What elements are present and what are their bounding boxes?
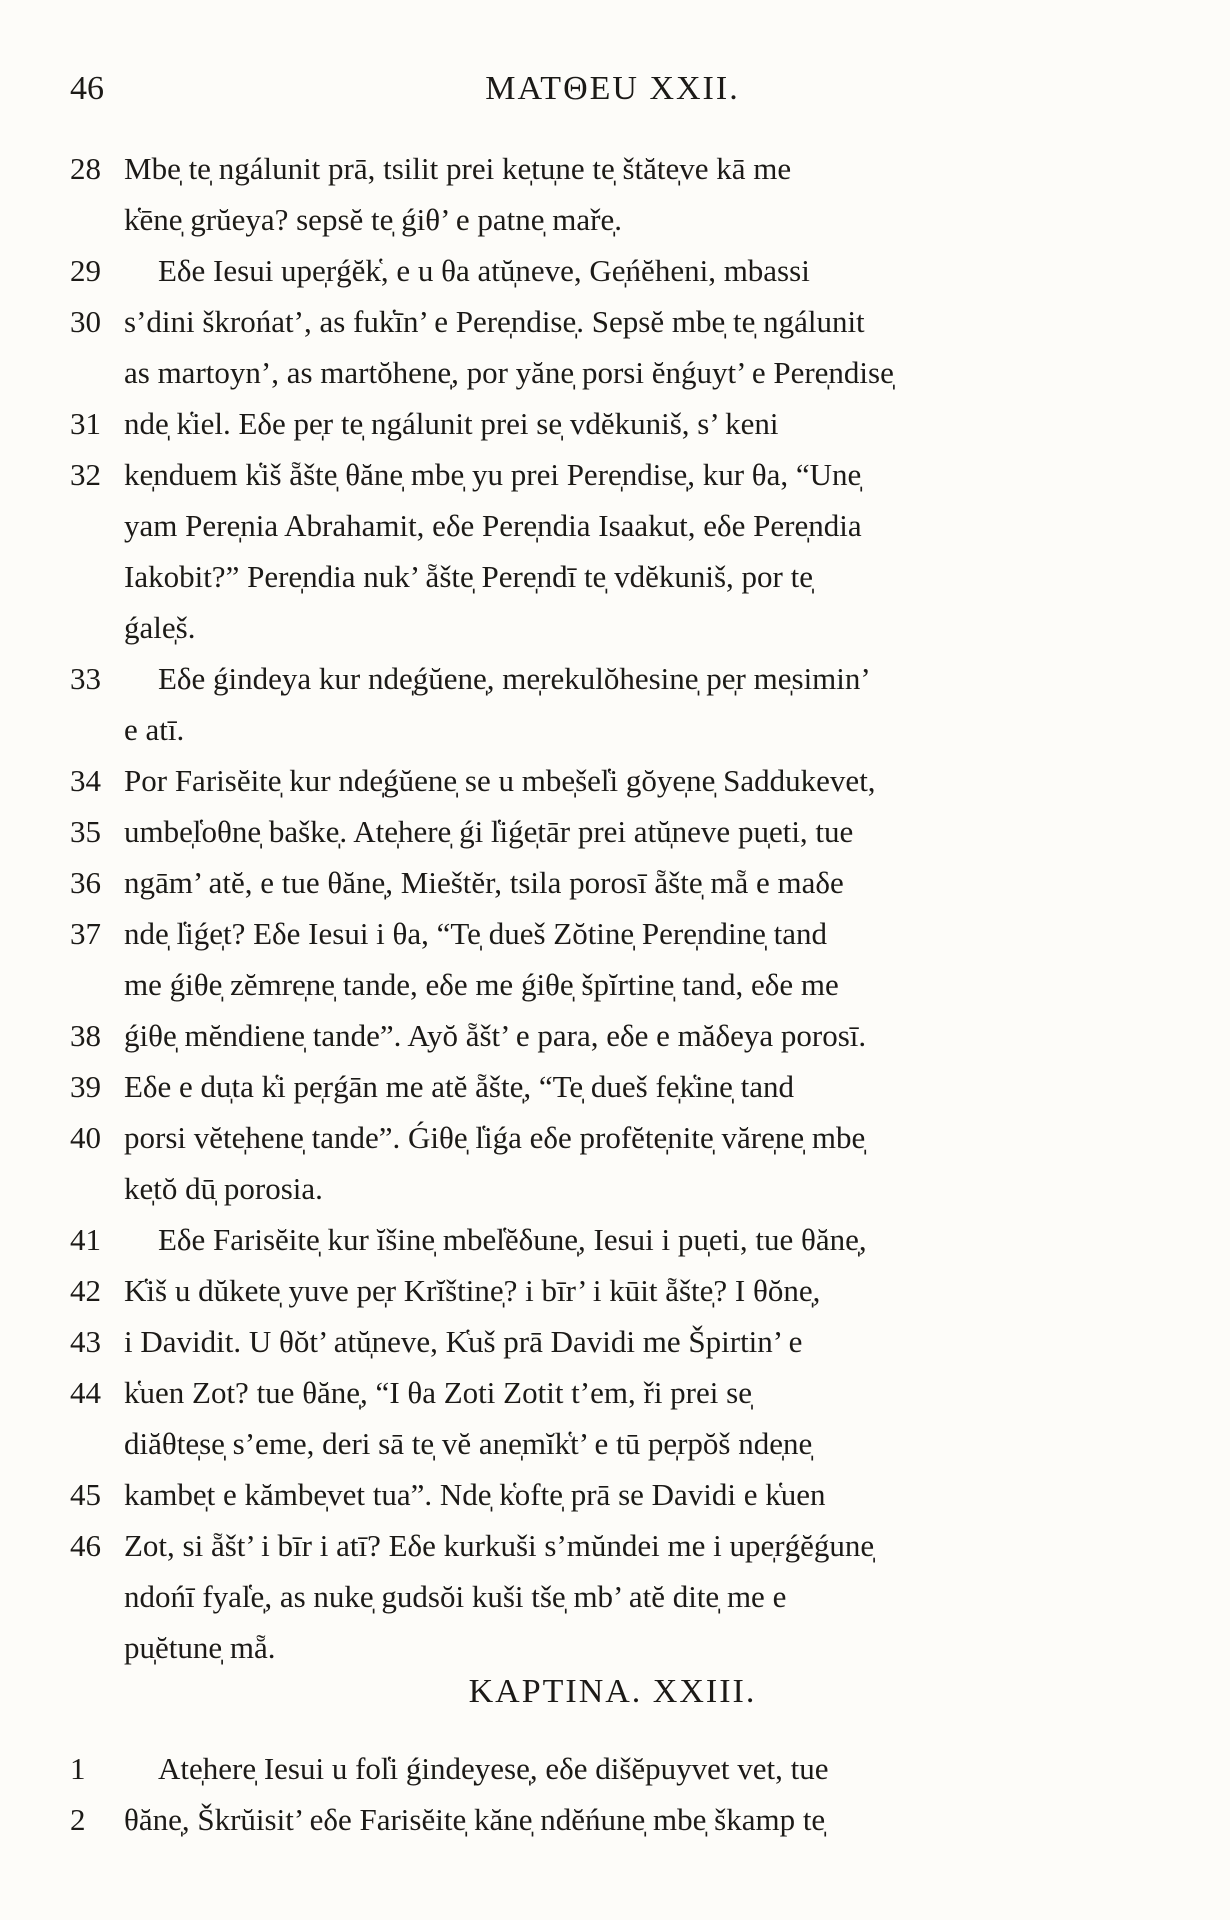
verse-number: 36 bbox=[70, 865, 101, 900]
text-line bbox=[70, 1520, 1155, 1571]
line-text: Ate̩here̩ Iesui u fol̔i ǵinde̩yese̩, eδe dišĕpuyvet vet, tue bbox=[158, 1751, 829, 1786]
verse-number: 38 bbox=[70, 1018, 101, 1053]
text-line bbox=[70, 449, 1155, 500]
line-text: Eδe e du̩ta k̔i pe̩rǵān me atĕ ẵšte̩, “Te̩ dueš fe̩k̔ine̩ tand bbox=[124, 1069, 795, 1104]
line-text: as martoyn’, as martŏhene̩, por yăne̩ porsi ĕnǵuyt’ e Pere̩ndise̩ bbox=[124, 355, 894, 390]
text-line bbox=[70, 1622, 1155, 1673]
line-text: ndońī fyal̔e̩, as nuke̩ gudsŏi kuši tše̩ mb’ atĕ dite̩ me e bbox=[124, 1579, 787, 1614]
verse-number: 1 bbox=[70, 1751, 86, 1786]
text-line bbox=[70, 296, 1155, 347]
verse-number: 30 bbox=[70, 304, 101, 339]
text-line bbox=[70, 551, 1155, 602]
text-line bbox=[70, 806, 1155, 857]
verse-number: 41 bbox=[70, 1222, 101, 1257]
line-text: e atī. bbox=[124, 712, 185, 747]
text-line bbox=[70, 143, 1155, 194]
verse-number: 39 bbox=[70, 1069, 101, 1104]
line-text: yam Pere̩nia Abrahamit, eδe Pere̩ndia Isaakut, eδe Pere̩ndia bbox=[124, 508, 862, 543]
verse-number: 32 bbox=[70, 457, 101, 492]
page-number: 46 bbox=[70, 70, 104, 107]
text-line bbox=[70, 704, 1155, 755]
verse-number: 40 bbox=[70, 1120, 101, 1155]
verse-number: 34 bbox=[70, 763, 101, 798]
verse-number: 43 bbox=[70, 1324, 101, 1359]
text-line bbox=[70, 1794, 1155, 1845]
verse-number: 45 bbox=[70, 1477, 101, 1512]
verse-number: 44 bbox=[70, 1375, 101, 1410]
chapter-xxiii-text bbox=[70, 1743, 1155, 1845]
text-line bbox=[70, 1265, 1155, 1316]
text-line bbox=[70, 1316, 1155, 1367]
verse-number: 35 bbox=[70, 814, 101, 849]
verse-number: 29 bbox=[70, 253, 101, 288]
text-line bbox=[70, 1010, 1155, 1061]
line-text: porsi vĕte̩hene̩ tande”. Ǵiθe̩ l̔iǵa eδe profĕte̩nite̩ văre̩ne̩ mbe̩ bbox=[124, 1120, 866, 1155]
text-line bbox=[70, 500, 1155, 551]
line-text: s’dini škrońat’, as fuk̔īn’ e Pere̩ndise̩. Sepsĕ mbe̩ te̩ ngálunit bbox=[124, 304, 865, 339]
line-text: Zot, si ẵšt’ i bīr i atī? Eδe kurkuši s’mŭndei me i upe̩rǵĕǵune̩ bbox=[124, 1528, 875, 1563]
line-text: ke̩tŏ dū̩ porosia. bbox=[124, 1171, 323, 1206]
line-text: Eδe Iesui upe̩rǵĕk̔, e u θa atŭ̩neve, Ge̩ńĕheni, mbassi bbox=[158, 253, 810, 288]
line-text: k̔uen Zot? tue θăne̩, “I θa Zoti Zotit t’em, ři prei se̩ bbox=[124, 1375, 752, 1410]
text-line bbox=[70, 959, 1155, 1010]
text-line bbox=[70, 347, 1155, 398]
verse-number: 2 bbox=[70, 1802, 86, 1837]
text-line bbox=[70, 1214, 1155, 1265]
line-text: diăθte̩se̩ s’eme, deri sā te̩ vĕ ane̩mĭk̔t’ e tū pe̩rpŏš nde̩ne̩ bbox=[124, 1426, 813, 1461]
line-text: Mbe̩ te̩ ngálunit prā, tsilit prei ke̩tu̩ne te̩ štăte̩ve kā me bbox=[124, 151, 792, 186]
text-line bbox=[70, 857, 1155, 908]
text-line bbox=[70, 1469, 1155, 1520]
text-line bbox=[70, 1112, 1155, 1163]
verse-number: 33 bbox=[70, 661, 101, 696]
line-text: ngām’ atĕ, e tue θăne̩, Mieštĕr, tsila porosī ẵšte̩ mẵ e maδe bbox=[124, 865, 844, 900]
verse-number: 28 bbox=[70, 151, 101, 186]
text-line bbox=[70, 398, 1155, 449]
running-title: MATΘEU XXII. bbox=[485, 70, 740, 107]
text-line bbox=[70, 1418, 1155, 1469]
verse-number: 31 bbox=[70, 406, 101, 441]
text-line bbox=[70, 755, 1155, 806]
line-text: ǵale̩š. bbox=[124, 610, 196, 645]
text-line bbox=[70, 1743, 1155, 1794]
text-line bbox=[70, 194, 1155, 245]
line-text: i Davidit. U θŏt’ atŭ̩neve, K̔uš prā Davidi me Špirtin’ e bbox=[124, 1324, 803, 1359]
line-text: k̔ēne̩ grŭeya? sepsĕ te̩ ǵiθ’ e patne̩ maře̩. bbox=[124, 202, 622, 237]
text-line bbox=[70, 1367, 1155, 1418]
text-line bbox=[70, 245, 1155, 296]
line-text: Por Farisĕite̩ kur nde̩ǵŭene̩ se u mbe̩šel̔i gŏye̩ne̩ Saddukevet, bbox=[124, 763, 876, 798]
chapter-xxii-text bbox=[70, 143, 1155, 1673]
text-line bbox=[70, 653, 1155, 704]
chapter-heading: KAPTINA. XXIII. bbox=[468, 1673, 757, 1710]
line-text: Eδe Farisĕite̩ kur ĭšine̩ mbel̔ĕδune̩, Iesui i pu̩eti, tue θăne̩, bbox=[158, 1222, 867, 1257]
line-text: kambe̩t e kămbe̩vet tua”. Nde̩ k̔ofte̩ prā se Davidi e k̔uen bbox=[124, 1477, 826, 1512]
line-text: me ǵiθe̩ zĕmre̩ne̩ tande, eδe me ǵiθe̩ špĭrtine̩ tand, eδe me bbox=[124, 967, 839, 1002]
text-line bbox=[70, 1571, 1155, 1622]
line-text: K̔iš u dŭkete̩ yuve pe̩r Krĭštine̩? i bīr’ i kūit ẵšte̩? I θŏne̩, bbox=[124, 1273, 821, 1308]
text-line bbox=[70, 908, 1155, 959]
line-text: Eδe ǵinde̩ya kur nde̩ǵŭene̩, me̩rekulŏhesine̩ pe̩r me̩simin’ bbox=[158, 661, 871, 696]
running-head bbox=[70, 70, 1155, 120]
line-text: ke̩nduem k̔iš ẵšte̩ θăne̩ mbe̩ yu prei Pere̩ndise̩, kur θa, “Une̩ bbox=[124, 457, 862, 492]
line-text: umbe̩l̔oθne̩ baške̩. Ate̩here̩ ǵi l̔iǵe̩tār prei atŭ̩neve pu̩eti, tue bbox=[124, 814, 854, 849]
line-text: θăne̩, Škrŭisit’ eδe Farisĕite̩ kăne̩ ndĕńune̩ mbe̩ škamp te̩ bbox=[124, 1802, 826, 1837]
line-text: Iakobit?” Pere̩ndia nuk’ ẵšte̩ Pere̩ndī te̩ vdĕkuniš, por te̩ bbox=[124, 559, 813, 594]
text-line bbox=[70, 1163, 1155, 1214]
text-line bbox=[70, 1061, 1155, 1112]
line-text: ǵiθe̩ mĕndiene̩ tande”. Ayŏ ẵšt’ e para, eδe e măδeya porosī. bbox=[124, 1018, 867, 1053]
text-line bbox=[70, 602, 1155, 653]
line-text: pu̩ĕtune̩ mẵ. bbox=[124, 1630, 276, 1665]
verse-number: 37 bbox=[70, 916, 101, 951]
verse-number: 42 bbox=[70, 1273, 101, 1308]
line-text: nde̩ l̔iǵe̩t? Eδe Iesui i θa, “Te̩ dueš Zŏtine̩ Pere̩ndine̩ tand bbox=[124, 916, 828, 951]
line-text: nde̩ k̔iel. Eδe pe̩r te̩ ngálunit prei se̩ vdĕkuniš, s’ keni bbox=[124, 406, 779, 441]
verse-number: 46 bbox=[70, 1528, 101, 1563]
